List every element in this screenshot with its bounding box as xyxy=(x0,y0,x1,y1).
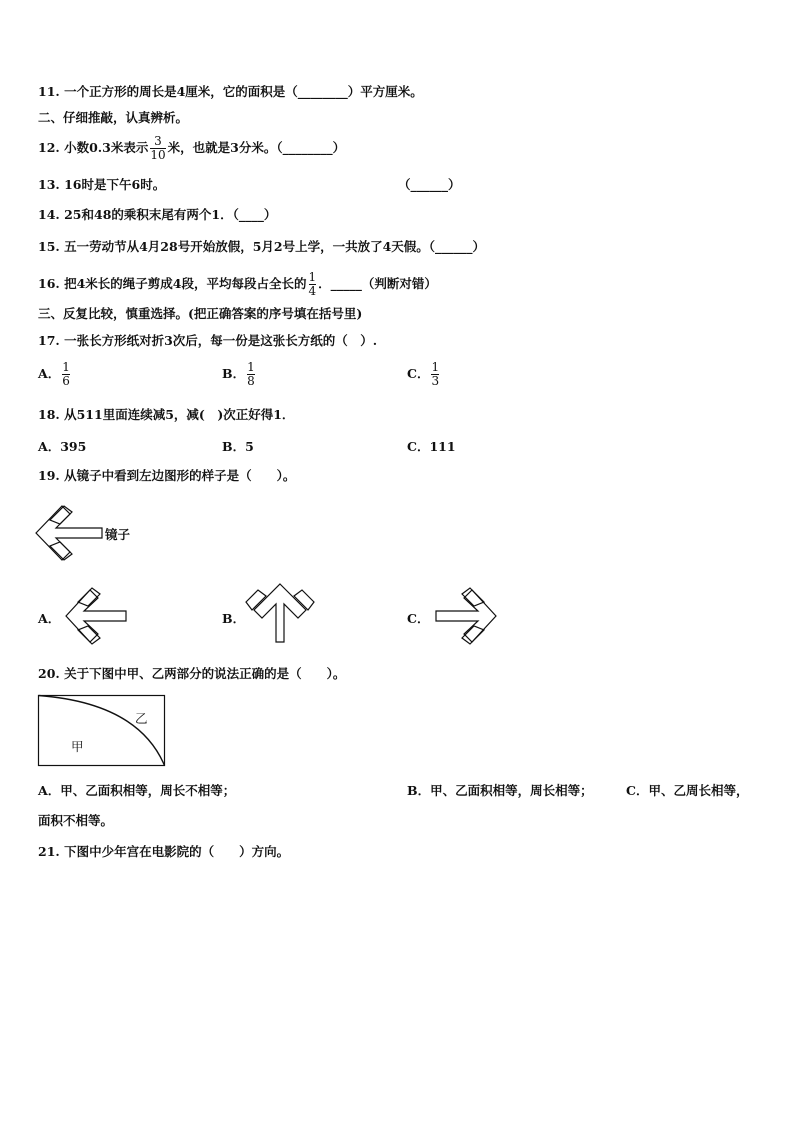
question-17 xyxy=(38,333,377,349)
option-b[interactable]: B．甲、乙面积相等，周长相等； xyxy=(407,783,593,798)
question-12 xyxy=(38,130,345,166)
question-21 xyxy=(38,844,289,860)
question-number: 14. xyxy=(38,207,60,222)
option-label: B． xyxy=(222,366,246,381)
question-text: 小数0.3米表示 xyxy=(64,140,149,155)
fraction-numerator: 1 xyxy=(431,360,440,374)
question-15 xyxy=(38,239,485,255)
option-c-figure xyxy=(430,584,500,648)
question-20 xyxy=(38,666,345,682)
option-b[interactable]: B．5 xyxy=(222,439,254,454)
question-number: 15. xyxy=(38,239,60,254)
question-number: 13. xyxy=(38,177,60,192)
option-c[interactable]: C．甲、乙周长相等， xyxy=(626,783,749,798)
question-18 xyxy=(38,407,294,423)
fraction-denominator: 3 xyxy=(431,374,440,388)
option-a[interactable]: A． xyxy=(38,611,61,626)
question-text-end: 米，也就是3分米。（________） xyxy=(167,140,346,155)
question-number: 20. xyxy=(38,666,60,681)
fraction xyxy=(62,361,70,388)
option-a[interactable]: A．甲、乙面积相等，周长不相等； xyxy=(38,783,236,798)
fraction-numerator: 1 xyxy=(308,270,317,284)
section-heading-3: 三、反复比较，慎重选择。(把正确答案的序号填在括号里) xyxy=(38,306,363,321)
fraction-denominator: 10 xyxy=(150,148,166,162)
question-number: 12. xyxy=(38,140,60,155)
question-number: 21. xyxy=(38,844,60,859)
question-text: 把4米长的绳子剪成4段，平均每段占全长的 xyxy=(64,276,307,291)
question-number: 19. xyxy=(38,468,60,483)
question-text: 下图中少年宫在电影院的（ ）方向。 xyxy=(64,844,290,859)
option-c[interactable] xyxy=(407,361,441,388)
fraction-numerator: 1 xyxy=(247,360,255,374)
option-a[interactable] xyxy=(38,361,72,388)
question-text: 从镜子中看到左边图形的样子是（ ）。 xyxy=(64,468,296,483)
fraction xyxy=(431,361,439,388)
option-c-continued: 面积不相等。 xyxy=(38,813,114,828)
section-heading-2: 二、仔细推敲，认真辨析。 xyxy=(38,110,189,125)
answer-blank: （______） xyxy=(398,177,461,192)
fraction-numerator: 1 xyxy=(62,360,70,374)
option-a-figure xyxy=(62,584,132,648)
option-b[interactable]: B． xyxy=(222,611,246,626)
option-b[interactable] xyxy=(222,361,257,388)
fraction xyxy=(150,135,165,162)
question-number: 17. xyxy=(38,333,60,348)
question-13 xyxy=(38,177,165,193)
question-number: 16. xyxy=(38,276,60,291)
question-text: 从511里面连续减5，减( )次正好得1． xyxy=(64,407,295,422)
question-text: 关于下图中甲、乙两部分的说法正确的是（ ）。 xyxy=(64,666,346,681)
label-jia: 甲 xyxy=(71,739,84,754)
fraction-denominator: 8 xyxy=(247,374,255,388)
option-c[interactable]: C． xyxy=(407,611,430,626)
option-a[interactable]: A．395 xyxy=(38,439,87,454)
fraction-numerator: 3 xyxy=(154,134,162,148)
question-14 xyxy=(38,207,276,223)
label-yi: 乙 xyxy=(135,711,148,726)
option-c[interactable]: C．111 xyxy=(407,439,456,454)
question-text: 25和48的乘积末尾有两个1．（____） xyxy=(64,207,277,222)
fraction xyxy=(309,271,317,298)
question-19 xyxy=(38,468,295,484)
question-text: 一个正方形的周长是4厘米，它的面积是（________）平方厘米。 xyxy=(64,84,423,99)
fraction-denominator: 6 xyxy=(62,374,70,388)
question-text: 16时是下午6时。 xyxy=(64,177,166,192)
fraction xyxy=(247,361,255,388)
question-text: 五一劳动节从4月28号开始放假，5月2号上学，一共放了4天假。（______） xyxy=(64,239,486,254)
fraction-denominator: 4 xyxy=(308,284,317,298)
mirror-label: 镜子 xyxy=(105,527,131,542)
option-label: C． xyxy=(407,366,430,381)
question-text: 一张长方形纸对折3次后，每一份是这张长方纸的（ ）. xyxy=(64,333,378,348)
question-text-end: ．_____（判断对错） xyxy=(318,276,437,291)
region-diagram xyxy=(38,695,166,767)
question-number: 11. xyxy=(38,84,60,99)
question-16 xyxy=(38,266,437,302)
question-number: 18. xyxy=(38,407,60,422)
question-11 xyxy=(38,84,423,100)
option-b-figure xyxy=(244,580,316,646)
option-label: A． xyxy=(38,366,61,381)
